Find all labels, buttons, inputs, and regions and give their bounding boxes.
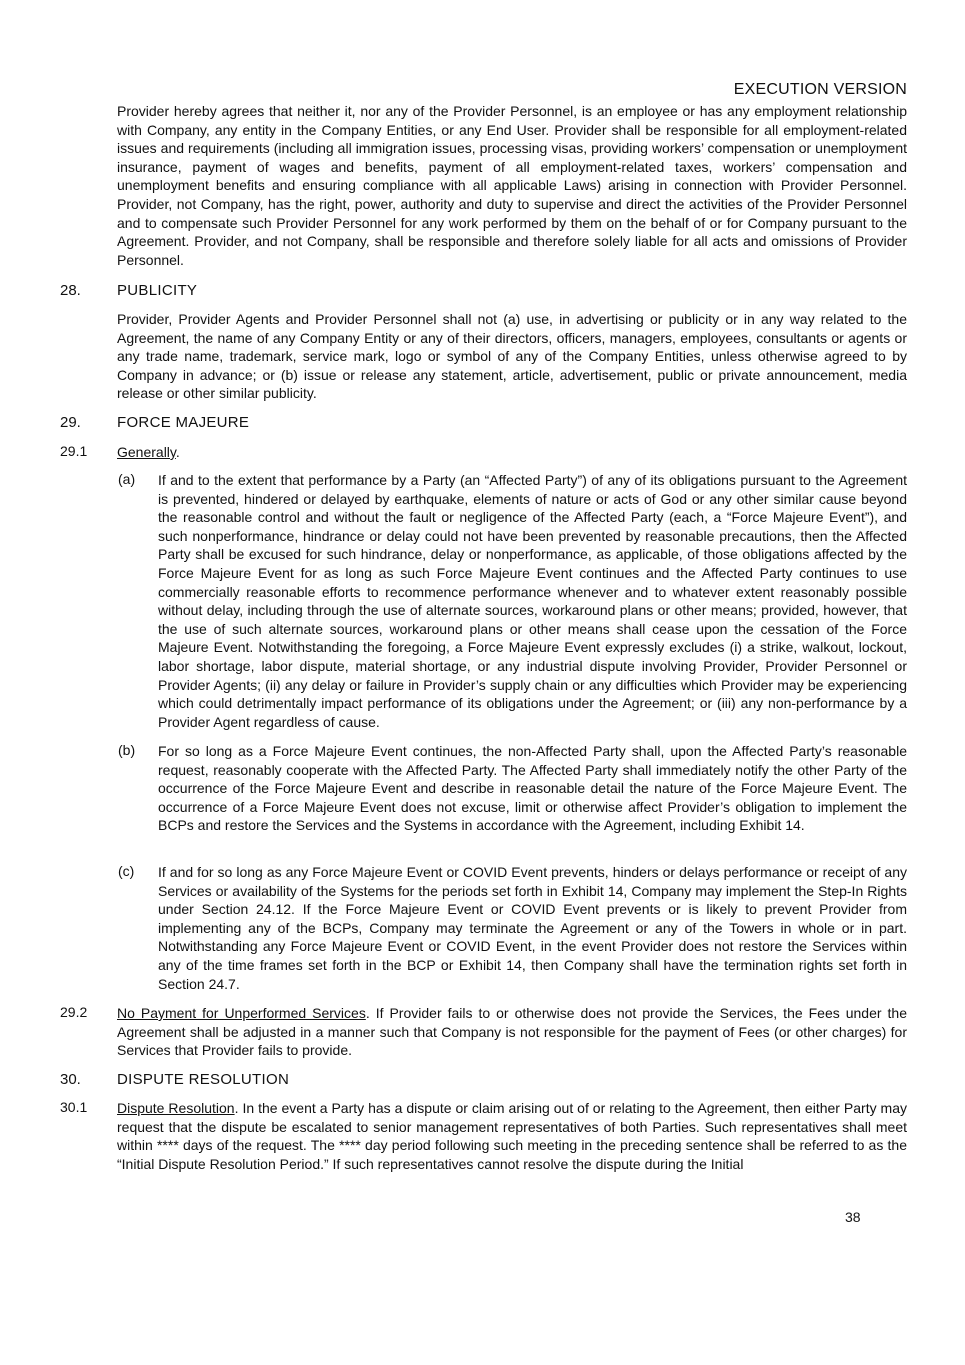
section-29-title: FORCE MAJEURE <box>117 414 250 431</box>
subsection-30-1-heading: Dispute Resolution <box>117 1100 235 1116</box>
subsection-29-2-number: 29.2 <box>60 1004 88 1020</box>
section-29-number: 29. <box>60 414 81 431</box>
item-c-text: If and for so long as any Force Majeure Event or COVID Event prevents, hinders or delays performance or receipt of any Services or availability of the Systems for the periods set forth in Exhibit 14, Company may implement the Step-In Rights under Section 24.12. If the Force Majeure Event or COVID Event prevents or is likely to prevent Provider from implementing any of the BCPs, Company may terminate the Agreement or any of the Towers in whole or in part. Notwithstanding any Force Majeure Event or COVID Event, in the event Provider does not restore the Services within any of the time frames set forth in the BCP or Exhibit 14, then Company shall have the termination rights set forth in Section 24.7. <box>158 864 907 992</box>
subsection-29-1-number: 29.1 <box>60 443 88 459</box>
section-28-body: Provider, Provider Agents and Provider Personnel shall not (a) use, in advertising or publicity or in any way related to the Agreement, the name of any Company Entity or any of their directors, officers, managers, employees, consultants or agents or any trade name, trademark, service mark, logo or symbol of any of the Company Entities, unless otherwise agreed to by Company in advance; or (b) issue or release any statement, article, advertisement, public or private announcement, media release or other similar publicity. <box>117 311 907 402</box>
subsection-29-1-heading: Generally <box>117 444 176 460</box>
section-28-title: PUBLICITY <box>117 282 198 299</box>
subsection-29-1-heading-line <box>117 443 907 462</box>
subsection-29-2-text: . If Provider fails to or otherwise does not provide the Services, the Fees under the Agreement shall be adjusted in a manner such that Company is not responsible for the payment of Fees (or other charges) for Services that Provider fails to provide. <box>117 1005 907 1059</box>
item-a-label: (a) <box>118 471 136 487</box>
execution-version-label: EXECUTION VERSION <box>733 81 907 98</box>
subsection-29-1-heading-suffix: . <box>175 444 180 460</box>
item-a-text: If and to the extent that performance by a Party (an “Affected Party”) of any of its obligations pursuant to the Agreement is prevented, hindered or delayed by earthquake, elements of nature or acts of God or any other similar cause beyond the reasonable control and without the fault or negligence of the Affected Party (each, a “Force Majeure Event”), and such nonperformance, hindrance or delay could not have been prevented by reasonable precautions, then the Affected Party shall be excused for such hindrance, delay or nonperformance, as applicable, of those obligations affected by the Force Majeure Event for as long as such Force Majeure Event continues and the Affected Party continues to use commercially reasonable efforts to recommence performance whenever and to whatever extent reasonably possible without delay, including through the use of alternate sources, workaround plans or other means; provided, however, that the use of such alternate sources, workaround plans or other means shall cease upon the cessation of the Force Majeure Event. Notwithstanding the foregoing, a Force Majeure Event expressly excludes (i) a strike, walkout, lockout, labor shortage, labor dispute, material shortage, or any industrial dispute involving Provider, Provider Personnel or Provider Agents; (ii) any delay or failure in Provider’s supply chain or any difficulties which Provider may be experiencing which could detrimentally impact performance of its obligations under the Agreement; or (iii) any non-performance by a Provider Agent regardless of cause. <box>158 472 907 730</box>
section-28-number: 28. <box>60 282 81 299</box>
subsection-29-2-heading: No Payment for Unperformed Services <box>117 1005 366 1021</box>
item-c-label: (c) <box>118 863 135 879</box>
section-30-number: 30. <box>60 1071 81 1088</box>
subsection-30-1-text: . In the event a Party has a dispute or claim arising out of or relating to the Agreement, then either Party may request that the dispute be escalated to senior management representatives of both Parties. Such representatives shall meet within **** days of the request. The **** day period following such meeting in the preceding sentence shall be referred to as the “Initial Dispute Resolution Period.” If such representatives cannot resolve the dispute during the Initial <box>117 1100 907 1172</box>
section-30-title: DISPUTE RESOLUTION <box>117 1071 290 1088</box>
intro-paragraph: Provider hereby agrees that neither it, nor any of the Provider Personnel, is an employee or has any employment relationship with Company, any entity in the Company Entities, or any End User. Provider shall be responsible for all employment-related issues and requirements (including all immigration issues, processing visas, providing workers’ compensation or unemployment insurance, payment of wages and benefits, payment of all employment-related taxes, workers’ compensation and unemployment benefits and ensuring compliance with all applicable Laws) arising in connection with Provider Personnel. Provider, not Company, has the right, power, authority and duty to supervise and direct the activities of the Provider Personnel and to compensate such Provider Personnel for any work performed by them on the behalf of or for Company pursuant to the Agreement. Provider, and not Company, shall be responsible and therefore solely liable for all acts and omissions of Provider Personnel. <box>117 103 907 268</box>
subsection-29-2-body <box>117 1004 907 1060</box>
item-b-text: For so long as a Force Majeure Event continues, the non-Affected Party shall, upon the Affected Party’s reasonable request, reasonably cooperate with the Affected Party. The Affected Party shall immediately notify the other Party of the occurrence of the Force Majeure Event and describe in reasonable detail the nature of the Force Majeure Event. The occurrence of a Force Majeure Event does not excuse, limit or otherwise affect Provider’s obligation to implement the BCPs and restore the Services and the Systems in accordance with the Agreement, including Exhibit 14. <box>158 743 907 834</box>
subsection-30-1-number: 30.1 <box>60 1099 88 1115</box>
page-number: 38 <box>845 1209 861 1225</box>
item-b-label: (b) <box>118 742 136 758</box>
subsection-30-1-body <box>117 1099 907 1173</box>
